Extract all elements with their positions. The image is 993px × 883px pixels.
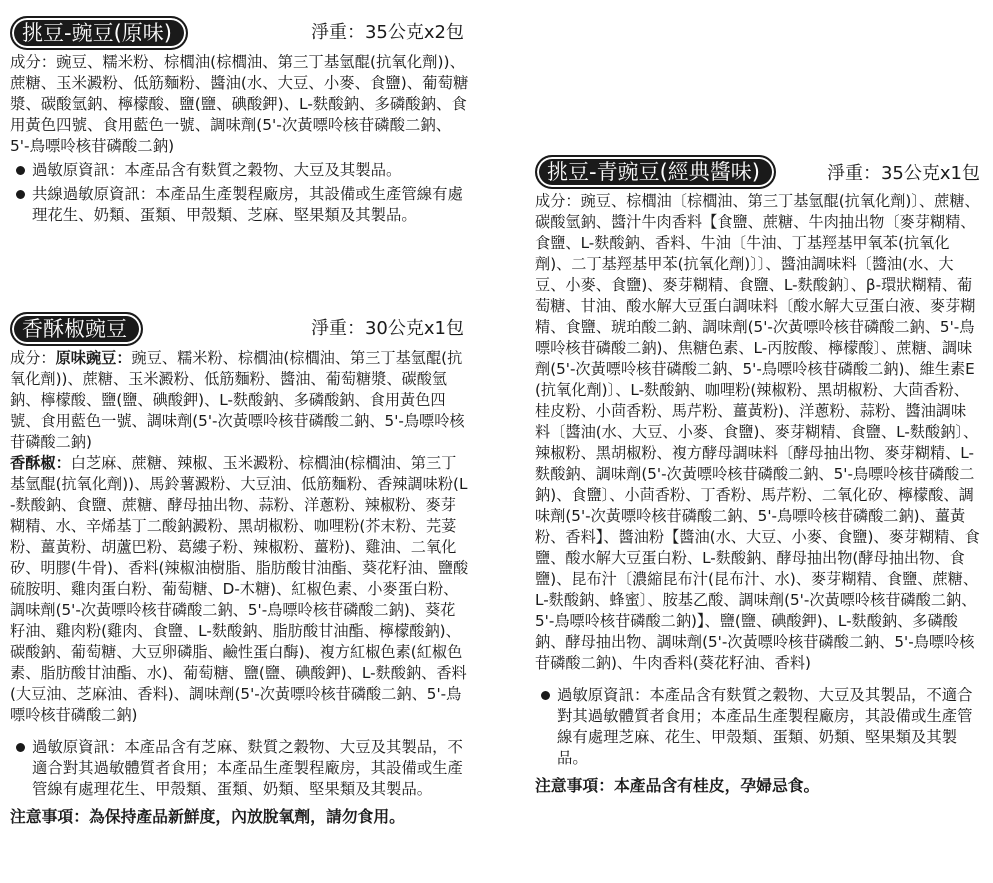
product-title-badge: 挑豆-青豌豆(經典醬味) [535,155,776,189]
ingredients-text: 成分：豌豆、糯米粉、棕櫚油(棕櫚油、第三丁基氫醌(抗氧化劑))、蔗糖、玉米澱粉、低筋麵粉、醬油(水、大豆、小麥、食鹽)、葡萄糖漿、碳酸氫鈉、檸檬酸、鹽(鹽、碘酸鉀)、L-麩酸鈉、多磷酸鈉、食用黃色四號、食用藍色一號、調味劑(5'-次黃嘌呤核苷磷酸二鈉、5'-鳥嘌呤核苷磷酸二鈉) [10,53,469,155]
product-title-badge: 挑豆-豌豆(原味) [10,16,188,50]
bullet-dot-icon [16,190,25,199]
notice-text: 注意事項：為保持產品新鮮度，內放脫氧劑，請勿食用。 [10,807,405,826]
shared-allergen-text: 共線過敏原資訊：本產品生產製程廠房，其設備或生產管線有處理花生、奶類、蛋類、甲殼類、芝麻、堅果類及其製品。 [32,185,463,224]
shared-line-allergen-info [10,184,470,226]
allergen-info [535,685,980,769]
bullet-dot-icon [16,166,25,175]
net-weight: 淨重：35公克x2包 [310,22,464,43]
peas-ingredients: 豌豆、糯米粉、棕櫚油(棕櫚油、第三丁基氫醌(抗氧化劑))、蔗糖、玉米澱粉、低筋麵粉、醬油、葡萄糖漿、碳酸氫鈉、檸檬酸、鹽(鹽、碘酸鉀)、L-麩酸鈉、多磷酸鈉、食用黃色四號、食用藍色一號、調味劑(5'-次黃嘌呤核苷磷酸二鈉、5'-鳥嘌呤核苷磷酸二鈉) [10,349,465,451]
bullet-dot-icon [541,691,550,700]
product-panel-green-peas-soy [535,155,980,797]
panel-header [535,155,980,189]
net-weight: 淨重：35公克x1包 [826,163,980,184]
ingredients-text [10,348,470,726]
ingredients-label: 成分： [10,349,56,367]
allergen-info [10,160,470,181]
allergen-text: 過敏原資訊：本產品含有芝麻、麩質之穀物、大豆及其製品，不適合對其過敏體質者食用；本產品生產製程廠房，其設備或生產管線有處理花生、甲殼類、蛋類、奶類、堅果類及其製品。 [32,738,463,798]
pepper-ingredients: 白芝麻、蔗糖、辣椒、玉米澱粉、棕櫚油(棕櫚油、第三丁基氫醌(抗氧化劑))、馬鈴薯澱粉、大豆油、低筋麵粉、香辣調味粉(L-麩酸鈉、食鹽、蔗糖、酵母抽出物、蒜粉、洋蔥粉、辣椒粉、麥芽糊精、水、辛烯基丁二酸鈉澱粉、黑胡椒粉、咖哩粉(芥末粉、芫荽粉、薑黃粉、胡蘆巴粉、葛縷子粉、辣椒粉、薑粉)、雞油、二氧化矽、明膠(牛骨)、香料(辣椒油樹脂、脂肪酸甘油酯、葵花籽油、鹽酸硫胺明、雞肉蛋白粉、葡萄糖、D-木糖)、紅椒色素、小麥蛋白粉、調味劑(5'-次黃嘌呤核苷磷酸二鈉、5'-鳥嘌呤核苷磷酸二鈉)、葵花籽油、雞肉粉(雞肉、食鹽、L-麩酸鈉、脂肪酸甘油酯、檸檬酸鈉)、碳酸鈉、葡萄糖、大豆卵磷脂、鹼性蛋白酶)、複方紅椒色素(紅椒色素、脂肪酸甘油酯、水)、葡萄糖、鹽(鹽、碘酸鉀)、L-麩酸鈉、香料(大豆油、芝麻油、香料)、調味劑(5'-次黃嘌呤核苷磷酸二鈉、5'-鳥嘌呤核苷磷酸二鈉) [10,454,469,724]
notice-text: 注意事項：本產品含有桂皮，孕婦忌食。 [535,776,820,795]
product-title-badge: 香酥椒豌豆 [10,312,143,346]
allergen-info [10,737,470,800]
allergen-text: 過敏原資訊：本產品含有麩質之穀物、大豆及其製品。 [32,161,402,179]
peas-label: 原味豌豆： [55,349,132,367]
bullet-dot-icon [16,743,25,752]
allergen-text: 過敏原資訊：本產品含有麩質之穀物、大豆及其製品，不適合對其過敏體質者食用；本產品生產製程廠房，其設備或生產管線有處理芝麻、花生、甲殼類、蛋類、奶類、堅果類及其製品。 [557,686,973,767]
ingredients-text: 成分：豌豆、棕櫚油〔棕櫚油、第三丁基氫醌(抗氧化劑)〕、蔗糖、碳酸氫鈉、醬汁牛肉香料【食鹽、蔗糖、牛肉抽出物〔麥芽糊精、食鹽、L-麩酸鈉、香料、牛油〔牛油、丁基羥基甲氧苯(抗氧化劑)、二丁基羥基甲苯(抗氧化劑)〕〕、醬油調味料〔醬油(水、大豆、小麥、食鹽)、麥芽糊精、食鹽、L-麩酸鈉〕、β-環狀糊精、葡萄糖、甘油、酸水解大豆蛋白調味料〔酸水解大豆蛋白液、麥芽糊精、食鹽、琥珀酸二鈉、調味劑(5'-次黃嘌呤核苷磷酸二鈉、5'-鳥嘌呤核苷磷酸二鈉)、焦糖色素、L-丙胺酸、檸檬酸〕、蔗糖、調味劑(5'-次黃嘌呤核苷磷酸二鈉、5'-鳥嘌呤核苷磷酸二鈉)、維生素E(抗氧化劑)〕、L-麩酸鈉、咖哩粉(辣椒粉、黑胡椒粉、大茴香粉、桂皮粉、小茴香粉、馬芹粉、薑黃粉)、洋蔥粉、蒜粉、醬油調味料〔醬油(水、大豆、小麥、食鹽)、麥芽糊精、食鹽、L-麩酸鈉〕、辣椒粉、黑胡椒粉、複方酵母調味料〔酵母抽出物、麥芽糊精、L-麩酸鈉、調味劑(5'-次黃嘌呤核苷磷酸二鈉、5'-鳥嘌呤核苷磷酸二鈉)、食鹽〕、小茴香粉、丁香粉、馬芹粉、二氧化矽、檸檬酸、調味劑(5'-次黃嘌呤核苷磷酸二鈉、5'-鳥嘌呤核苷磷酸二鈉)、薑黃粉、香料】、醬油粉【醬油(水、大豆、小麥、食鹽)、麥芽糊精、食鹽、酸水解大豆蛋白粉、L-麩酸鈉、酵母抽出物(酵母抽出物、食鹽)、昆布汁〔濃縮昆布汁(昆布汁、水)、麥芽糊精、食鹽、蔗糖、L-麩酸鈉、蜂蜜〕、胺基乙酸、調味劑(5'-次黃嘌呤核苷磷酸二鈉、5'-鳥嘌呤核苷磷酸二鈉)】、鹽(鹽、碘酸鉀)、L-麩酸鈉、多磷酸鈉、酵母抽出物、調味劑(5'-次黃嘌呤核苷磷酸二鈉、5'-鳥嘌呤核苷磷酸二鈉)、牛肉香料(葵花籽油、香料) [535,192,980,672]
panel-header [10,312,470,346]
product-panel-original-peas [10,16,470,226]
product-panel-crispy-pepper-peas [10,312,470,828]
pepper-label: 香酥椒： [10,454,71,472]
net-weight: 淨重：30公克x1包 [310,318,464,339]
panel-header [10,16,470,50]
